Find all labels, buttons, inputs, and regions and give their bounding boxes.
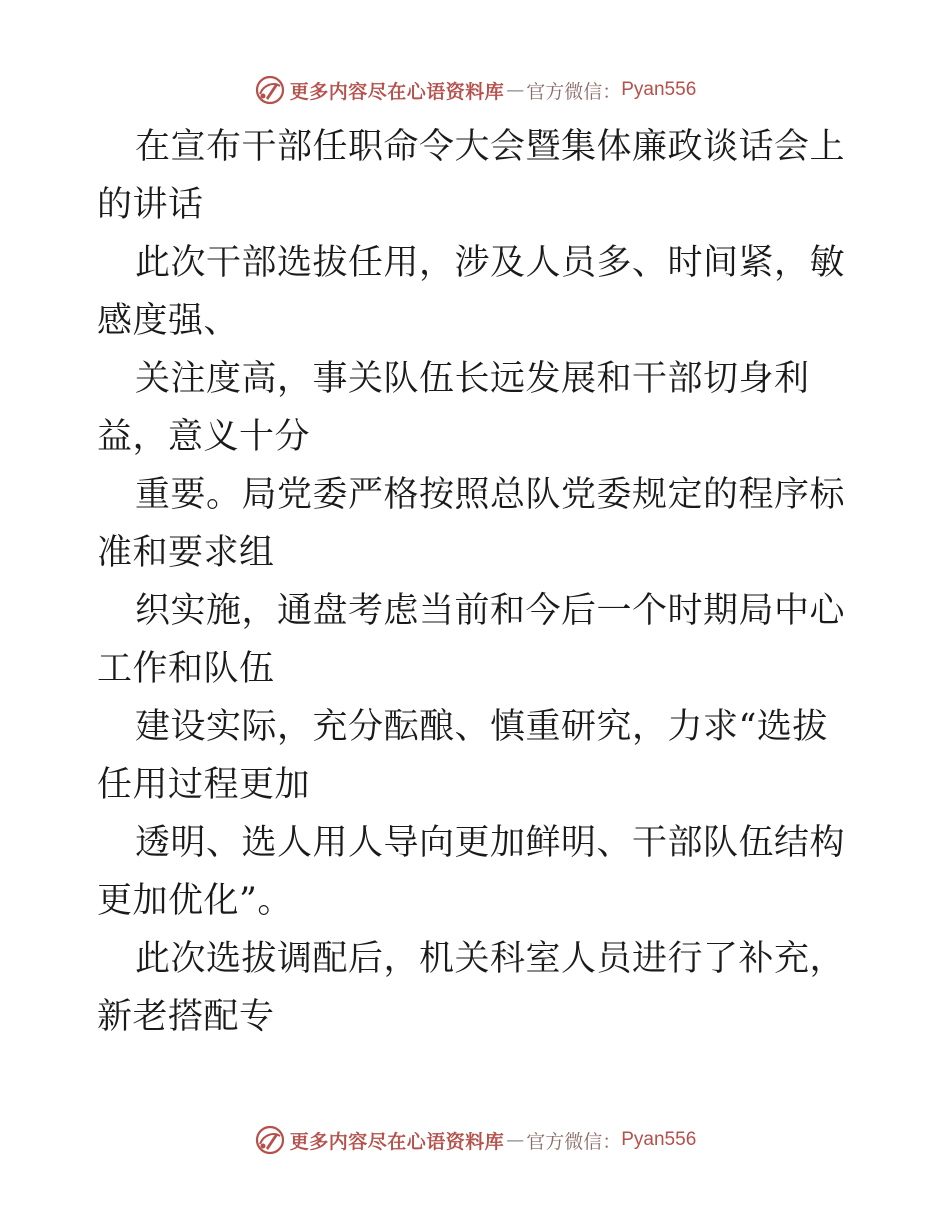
wechat-id: Pyan556 — [621, 79, 697, 100]
paragraph: 此次选拔调配后，机关科室人员进行了补充，新老搭配专 — [97, 939, 846, 1037]
pen-swirl-logo-icon — [254, 74, 286, 106]
watermark-text: 更多内容尽在心语资料库 — [289, 80, 505, 103]
watermark-dash: — — [506, 79, 525, 101]
header-watermark — [0, 70, 950, 110]
paragraph: 此次干部选拔任用，涉及人员多、时间紧，敏感度强、 — [97, 243, 846, 341]
watermark-text: 更多内容尽在心语资料库 — [289, 1130, 505, 1153]
footer-watermark — [0, 1120, 950, 1160]
paragraph-title: 在宣布干部任职命令大会暨集体廉政谈话会上的讲话 — [97, 127, 846, 225]
wechat-id: Pyan556 — [621, 1129, 697, 1150]
watermark-dash: — — [506, 1129, 525, 1151]
pen-swirl-logo-icon — [254, 1124, 286, 1156]
paragraph: 织实施，通盘考虑当前和今后一个时期局中心工作和队伍 — [97, 591, 846, 689]
wechat-label: 官方微信： — [526, 1130, 622, 1153]
wechat-label: 官方微信： — [526, 80, 622, 103]
document-body — [97, 118, 857, 1046]
paragraph: 透明、选人用人导向更加鲜明、干部队伍结构更加优化”。 — [97, 823, 846, 921]
paragraph: 建设实际，充分酝酿、慎重研究，力求“选拔任用过程更加 — [97, 707, 828, 805]
paragraph: 重要。局党委严格按照总队党委规定的程序标准和要求组 — [97, 475, 846, 573]
paragraph: 关注度高，事关队伍长远发展和干部切身利益，意义十分 — [97, 359, 810, 457]
